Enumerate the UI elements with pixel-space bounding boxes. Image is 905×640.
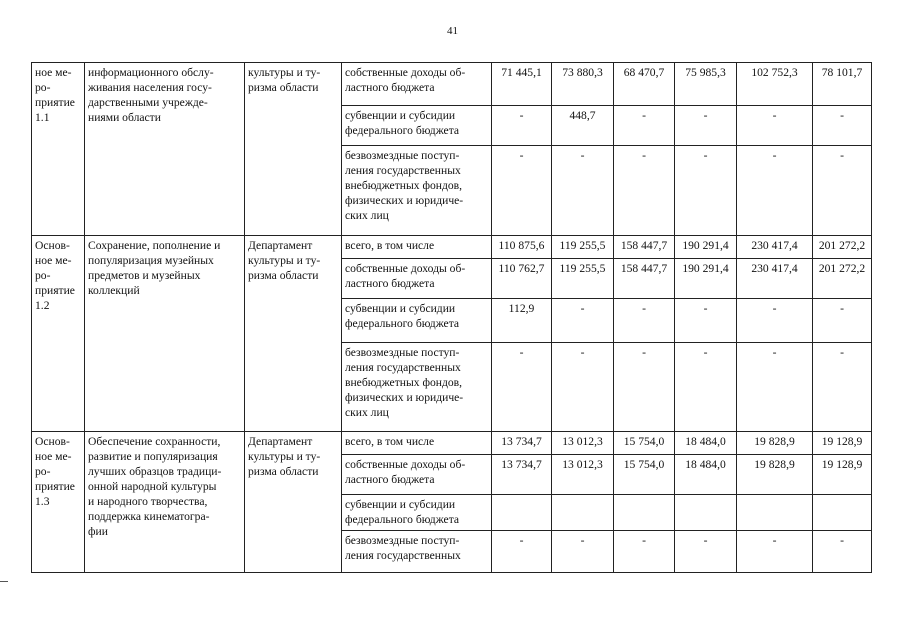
amount-cell: 19 128,9 xyxy=(813,455,872,495)
amount-cell: - xyxy=(492,106,552,146)
amount-cell: 15 754,0 xyxy=(614,432,675,455)
amount-cell: - xyxy=(737,106,813,146)
amount-cell: - xyxy=(813,299,872,343)
funding-source: всего, в том числе xyxy=(342,432,492,455)
amount-cell xyxy=(675,495,737,531)
funding-source: безвозмездные поступ- ления государственных внебюджетных фондов, физических и юридиче- ских лиц xyxy=(342,343,492,432)
amount-cell: 19 128,9 xyxy=(813,432,872,455)
amount-cell: - xyxy=(492,146,552,236)
amount-cell: - xyxy=(675,531,737,573)
event-description: Обеспечение сохранности, развитие и популяризация лучших образцов традици- онной народной культуры и народного творчества, поддержка кинематогра- фии xyxy=(85,432,245,573)
funding-source: собственные доходы об- ластного бюджета xyxy=(342,63,492,106)
funding-source: субвенции и субсидии федерального бюджета xyxy=(342,299,492,343)
amount-cell: 19 828,9 xyxy=(737,432,813,455)
amount-cell: 448,7 xyxy=(552,106,614,146)
amount-cell: - xyxy=(675,106,737,146)
amount-cell: 13 734,7 xyxy=(492,455,552,495)
budget-table xyxy=(31,62,872,573)
amount-cell: - xyxy=(675,343,737,432)
amount-cell xyxy=(552,495,614,531)
event-label: Основ- ное ме- ро- приятие 1.2 xyxy=(32,236,85,432)
amount-cell xyxy=(492,495,552,531)
amount-cell: 18 484,0 xyxy=(675,432,737,455)
amount-cell: 68 470,7 xyxy=(614,63,675,106)
amount-cell: 13 734,7 xyxy=(492,432,552,455)
amount-cell: 15 754,0 xyxy=(614,455,675,495)
funding-source: собственные доходы об- ластного бюджета xyxy=(342,259,492,299)
amount-cell xyxy=(813,495,872,531)
amount-cell: - xyxy=(552,146,614,236)
event-executor: Департамент культуры и ту- ризма области xyxy=(245,432,342,573)
event-label: ное ме- ро- приятие 1.1 xyxy=(32,63,85,236)
funding-source: безвозмездные поступ- ления государственных xyxy=(342,531,492,573)
amount-cell: - xyxy=(813,106,872,146)
amount-cell: 158 447,7 xyxy=(614,236,675,259)
amount-cell xyxy=(614,495,675,531)
amount-cell: - xyxy=(614,343,675,432)
amount-cell: - xyxy=(675,146,737,236)
table-row xyxy=(32,432,872,455)
amount-cell: 102 752,3 xyxy=(737,63,813,106)
amount-cell: 201 272,2 xyxy=(813,259,872,299)
amount-cell: - xyxy=(737,146,813,236)
amount-cell: - xyxy=(492,531,552,573)
event-executor: Департамент культуры и ту- ризма области xyxy=(245,236,342,432)
amount-cell: - xyxy=(813,531,872,573)
funding-source: собственные доходы об- ластного бюджета xyxy=(342,455,492,495)
amount-cell: 110 875,6 xyxy=(492,236,552,259)
funding-source: субвенции и субсидии федерального бюджета xyxy=(342,495,492,531)
page-number: 41 xyxy=(447,25,458,37)
event-executor: культуры и ту- ризма области xyxy=(245,63,342,236)
amount-cell: 13 012,3 xyxy=(552,432,614,455)
amount-cell: - xyxy=(675,299,737,343)
amount-cell: 75 985,3 xyxy=(675,63,737,106)
event-description: Сохранение, пополнение и популяризация музейных предметов и музейных коллекций xyxy=(85,236,245,432)
amount-cell: 230 417,4 xyxy=(737,259,813,299)
amount-cell: 190 291,4 xyxy=(675,236,737,259)
amount-cell: - xyxy=(552,299,614,343)
amount-cell: - xyxy=(552,343,614,432)
amount-cell: 110 762,7 xyxy=(492,259,552,299)
amount-cell: 119 255,5 xyxy=(552,259,614,299)
amount-cell: - xyxy=(552,531,614,573)
amount-cell: 230 417,4 xyxy=(737,236,813,259)
amount-cell: 201 272,2 xyxy=(813,236,872,259)
amount-cell: - xyxy=(614,146,675,236)
amount-cell: 190 291,4 xyxy=(675,259,737,299)
amount-cell: 158 447,7 xyxy=(614,259,675,299)
amount-cell: 18 484,0 xyxy=(675,455,737,495)
amount-cell: - xyxy=(614,531,675,573)
amount-cell xyxy=(737,495,813,531)
funding-source: безвозмездные поступ- ления государственных внебюджетных фондов, физических и юридиче- ских лиц xyxy=(342,146,492,236)
amount-cell: - xyxy=(614,299,675,343)
amount-cell: 112,9 xyxy=(492,299,552,343)
amount-cell: 19 828,9 xyxy=(737,455,813,495)
table-body xyxy=(32,63,872,573)
amount-cell: 119 255,5 xyxy=(552,236,614,259)
amount-cell: 71 445,1 xyxy=(492,63,552,106)
funding-source: всего, в том числе xyxy=(342,236,492,259)
amount-cell: 73 880,3 xyxy=(552,63,614,106)
amount-cell: - xyxy=(813,343,872,432)
amount-cell: - xyxy=(737,299,813,343)
edge-mark xyxy=(0,581,8,582)
amount-cell: - xyxy=(492,343,552,432)
amount-cell: 13 012,3 xyxy=(552,455,614,495)
table-row xyxy=(32,236,872,259)
event-label: Основ- ное ме- ро- приятие 1.3 xyxy=(32,432,85,573)
table-row xyxy=(32,63,872,106)
amount-cell: - xyxy=(614,106,675,146)
event-description: информационного обслу- живания населения госу- дарственными учрежде- ниями области xyxy=(85,63,245,236)
amount-cell: 78 101,7 xyxy=(813,63,872,106)
funding-source: субвенции и субсидии федерального бюджета xyxy=(342,106,492,146)
amount-cell: - xyxy=(737,343,813,432)
amount-cell: - xyxy=(737,531,813,573)
amount-cell: - xyxy=(813,146,872,236)
